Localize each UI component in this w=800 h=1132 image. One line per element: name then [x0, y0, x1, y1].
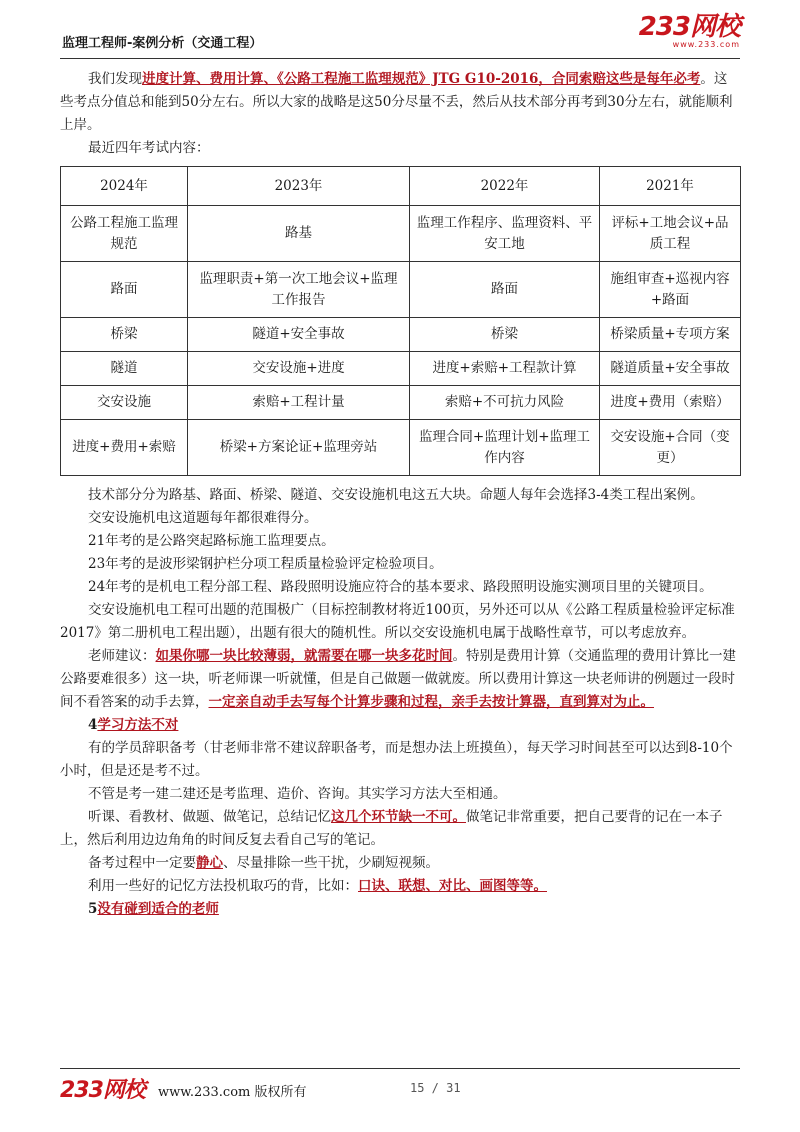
footer-copyright: www.233.com 版权所有: [158, 1085, 307, 1100]
paragraph: 21年考的是公路突起路标施工监理要点。: [88, 533, 335, 549]
page-header: [60, 14, 740, 59]
paragraph: 交安设施机电工程可出题的范围极广（目标控制教材将近100页，另外还可以从《公路工程质量检验评定标准2017》第二册机电工程出题），出题有很大的随机性。所以交安设施机电属于战略性章节，可以考虑放弃。: [60, 602, 735, 641]
table-cell: 进度+费用+索赔: [61, 420, 188, 476]
table-cell: 监理合同+监理计划+监理工作内容: [410, 420, 600, 476]
table-cell: 交安设施+合同（变更）: [600, 420, 741, 476]
table-row: [61, 262, 741, 318]
table-row: [61, 206, 741, 262]
table-cell: 交安设施: [61, 386, 188, 420]
text-run: 听课、看教材、做题、做笔记，总结记忆: [88, 809, 331, 825]
section-title: 没有碰到适合的老师: [97, 901, 219, 917]
paragraph: 23年考的是波形梁钢护栏分项工程质量检验评定检验项目。: [88, 556, 443, 572]
highlight-text: 这几个环节缺一不可。: [331, 809, 466, 825]
table-cell: 路面: [61, 262, 188, 318]
table-row: [61, 420, 741, 476]
logo-text: 233网校: [638, 12, 740, 42]
table-cell: 公路工程施工监理规范: [61, 206, 188, 262]
highlight-text: 一定亲自动手去写每个计算步骤和过程，亲手去按计算器，直到算对为止。: [208, 694, 654, 710]
table-cell: 评标+工地会议+品质工程: [600, 206, 741, 262]
page-content: [60, 68, 740, 921]
section-heading-5: [60, 898, 740, 921]
text-run: 、尽量排除一些干扰，少刷短视频。: [223, 855, 439, 871]
page-footer: [60, 1068, 740, 1109]
paragraph: 不管是考一建二建还是考监理、造价、咨询。其实学习方法大至相通。: [88, 786, 507, 802]
paragraph: 24年考的是机电工程分部工程、路段照明设施应符合的基本要求、路段照明设施实测项目里的关键项目。: [88, 579, 713, 595]
highlight-text: 静心: [196, 855, 223, 871]
paragraph: [60, 852, 740, 875]
section-title: 学习方法不对: [97, 717, 179, 733]
column-header: 2022年: [410, 167, 600, 206]
text-run: 做笔记非常重要，把自己要背的记在一本子上，然后利用边边角角的时间反复去看自己写的笔记。: [60, 809, 723, 848]
intro-paragraph: [60, 68, 740, 137]
paragraph: 技术部分分为路基、路面、桥梁、隧道、交安设施机电这五大块。命题人每年会选择3-4类工程出案例。: [88, 487, 704, 503]
table-header-row: [61, 167, 741, 206]
paragraph: 交安设施机电这道题每年都很难得分。: [88, 510, 318, 526]
logo-url: www.233.com: [672, 40, 740, 49]
text-run: 我们发现: [88, 71, 142, 87]
section-number: 4: [88, 717, 98, 733]
highlight-text: 进度计算、费用计算、《公路工程施工监理规范》JTG G10-2016，合同索赔这些是每年必考: [142, 71, 701, 87]
table-cell: 进度+索赔+工程款计算: [410, 352, 600, 386]
highlight-text: 口诀、联想、对比、画图等等。: [358, 878, 547, 894]
table-cell: 路面: [410, 262, 600, 318]
table-row: [61, 318, 741, 352]
table-cell: 桥梁: [410, 318, 600, 352]
table-cell: 隧道质量+安全事故: [600, 352, 741, 386]
footer-logo[interactable]: 233网校: [60, 1078, 145, 1103]
column-header: 2021年: [600, 167, 741, 206]
section-heading-4: [60, 714, 740, 737]
text-run: 。这些考点分值总和能到50分左右。所以大家的战略是这50分尽量不丢，然后从技术部分再考到30分左右，就能顺利上岸。: [60, 71, 733, 133]
table-cell: 桥梁+方案论证+监理旁站: [188, 420, 410, 476]
table-cell: 索赔+工程计量: [188, 386, 410, 420]
table-cell: 隧道: [61, 352, 188, 386]
table-cell: 进度+费用（索赔）: [600, 386, 741, 420]
table-cell: 索赔+不可抗力风险: [410, 386, 600, 420]
text-run: 利用一些好的记忆方法投机取巧的背，比如：: [88, 878, 358, 894]
teacher-advice-paragraph: [60, 645, 740, 714]
highlight-text: 如果你哪一块比较薄弱，就需要在哪一块多花时间: [155, 648, 453, 664]
table-cell: 监理工作程序、监理资料、平安工地: [410, 206, 600, 262]
section-number: 5: [88, 901, 98, 917]
table-intro: 最近四年考试内容：: [88, 140, 210, 156]
text-run: 老师建议：: [88, 648, 156, 664]
paragraph: 有的学员辞职备考（甘老师非常不建议辞职备考，而是想办法上班摸鱼），每天学习时间甚至可以达到8-10个小时，但是还是考不过。: [60, 740, 733, 779]
brand-logo[interactable]: [639, 14, 740, 49]
paragraph: [60, 806, 740, 852]
table-cell: 施组审查+巡视内容+路面: [600, 262, 741, 318]
page-number: 15 / 31: [410, 1081, 461, 1095]
table-cell: 隧道+安全事故: [188, 318, 410, 352]
text-run: 。特别是费用计算（交通监理的费用计算比一建公路要难很多）这一块，听老师课一听就懂，但是自己做题一做就废。所以费用计算这一块老师讲的例题过一段时间不看答案的动手去算，: [60, 648, 736, 710]
table-cell: 桥梁: [61, 318, 188, 352]
column-header: 2023年: [188, 167, 410, 206]
document-title: 监理工程师-案例分析（交通工程）: [62, 36, 263, 51]
table-row: [61, 352, 741, 386]
exam-content-table: [60, 166, 741, 476]
table-cell: 交安设施+进度: [188, 352, 410, 386]
table-cell: 监理职责+第一次工地会议+监理工作报告: [188, 262, 410, 318]
table-cell: 桥梁质量+专项方案: [600, 318, 741, 352]
paragraph: [60, 875, 740, 898]
table-cell: 路基: [188, 206, 410, 262]
column-header: 2024年: [61, 167, 188, 206]
text-run: 备考过程中一定要: [88, 855, 196, 871]
table-row: [61, 386, 741, 420]
